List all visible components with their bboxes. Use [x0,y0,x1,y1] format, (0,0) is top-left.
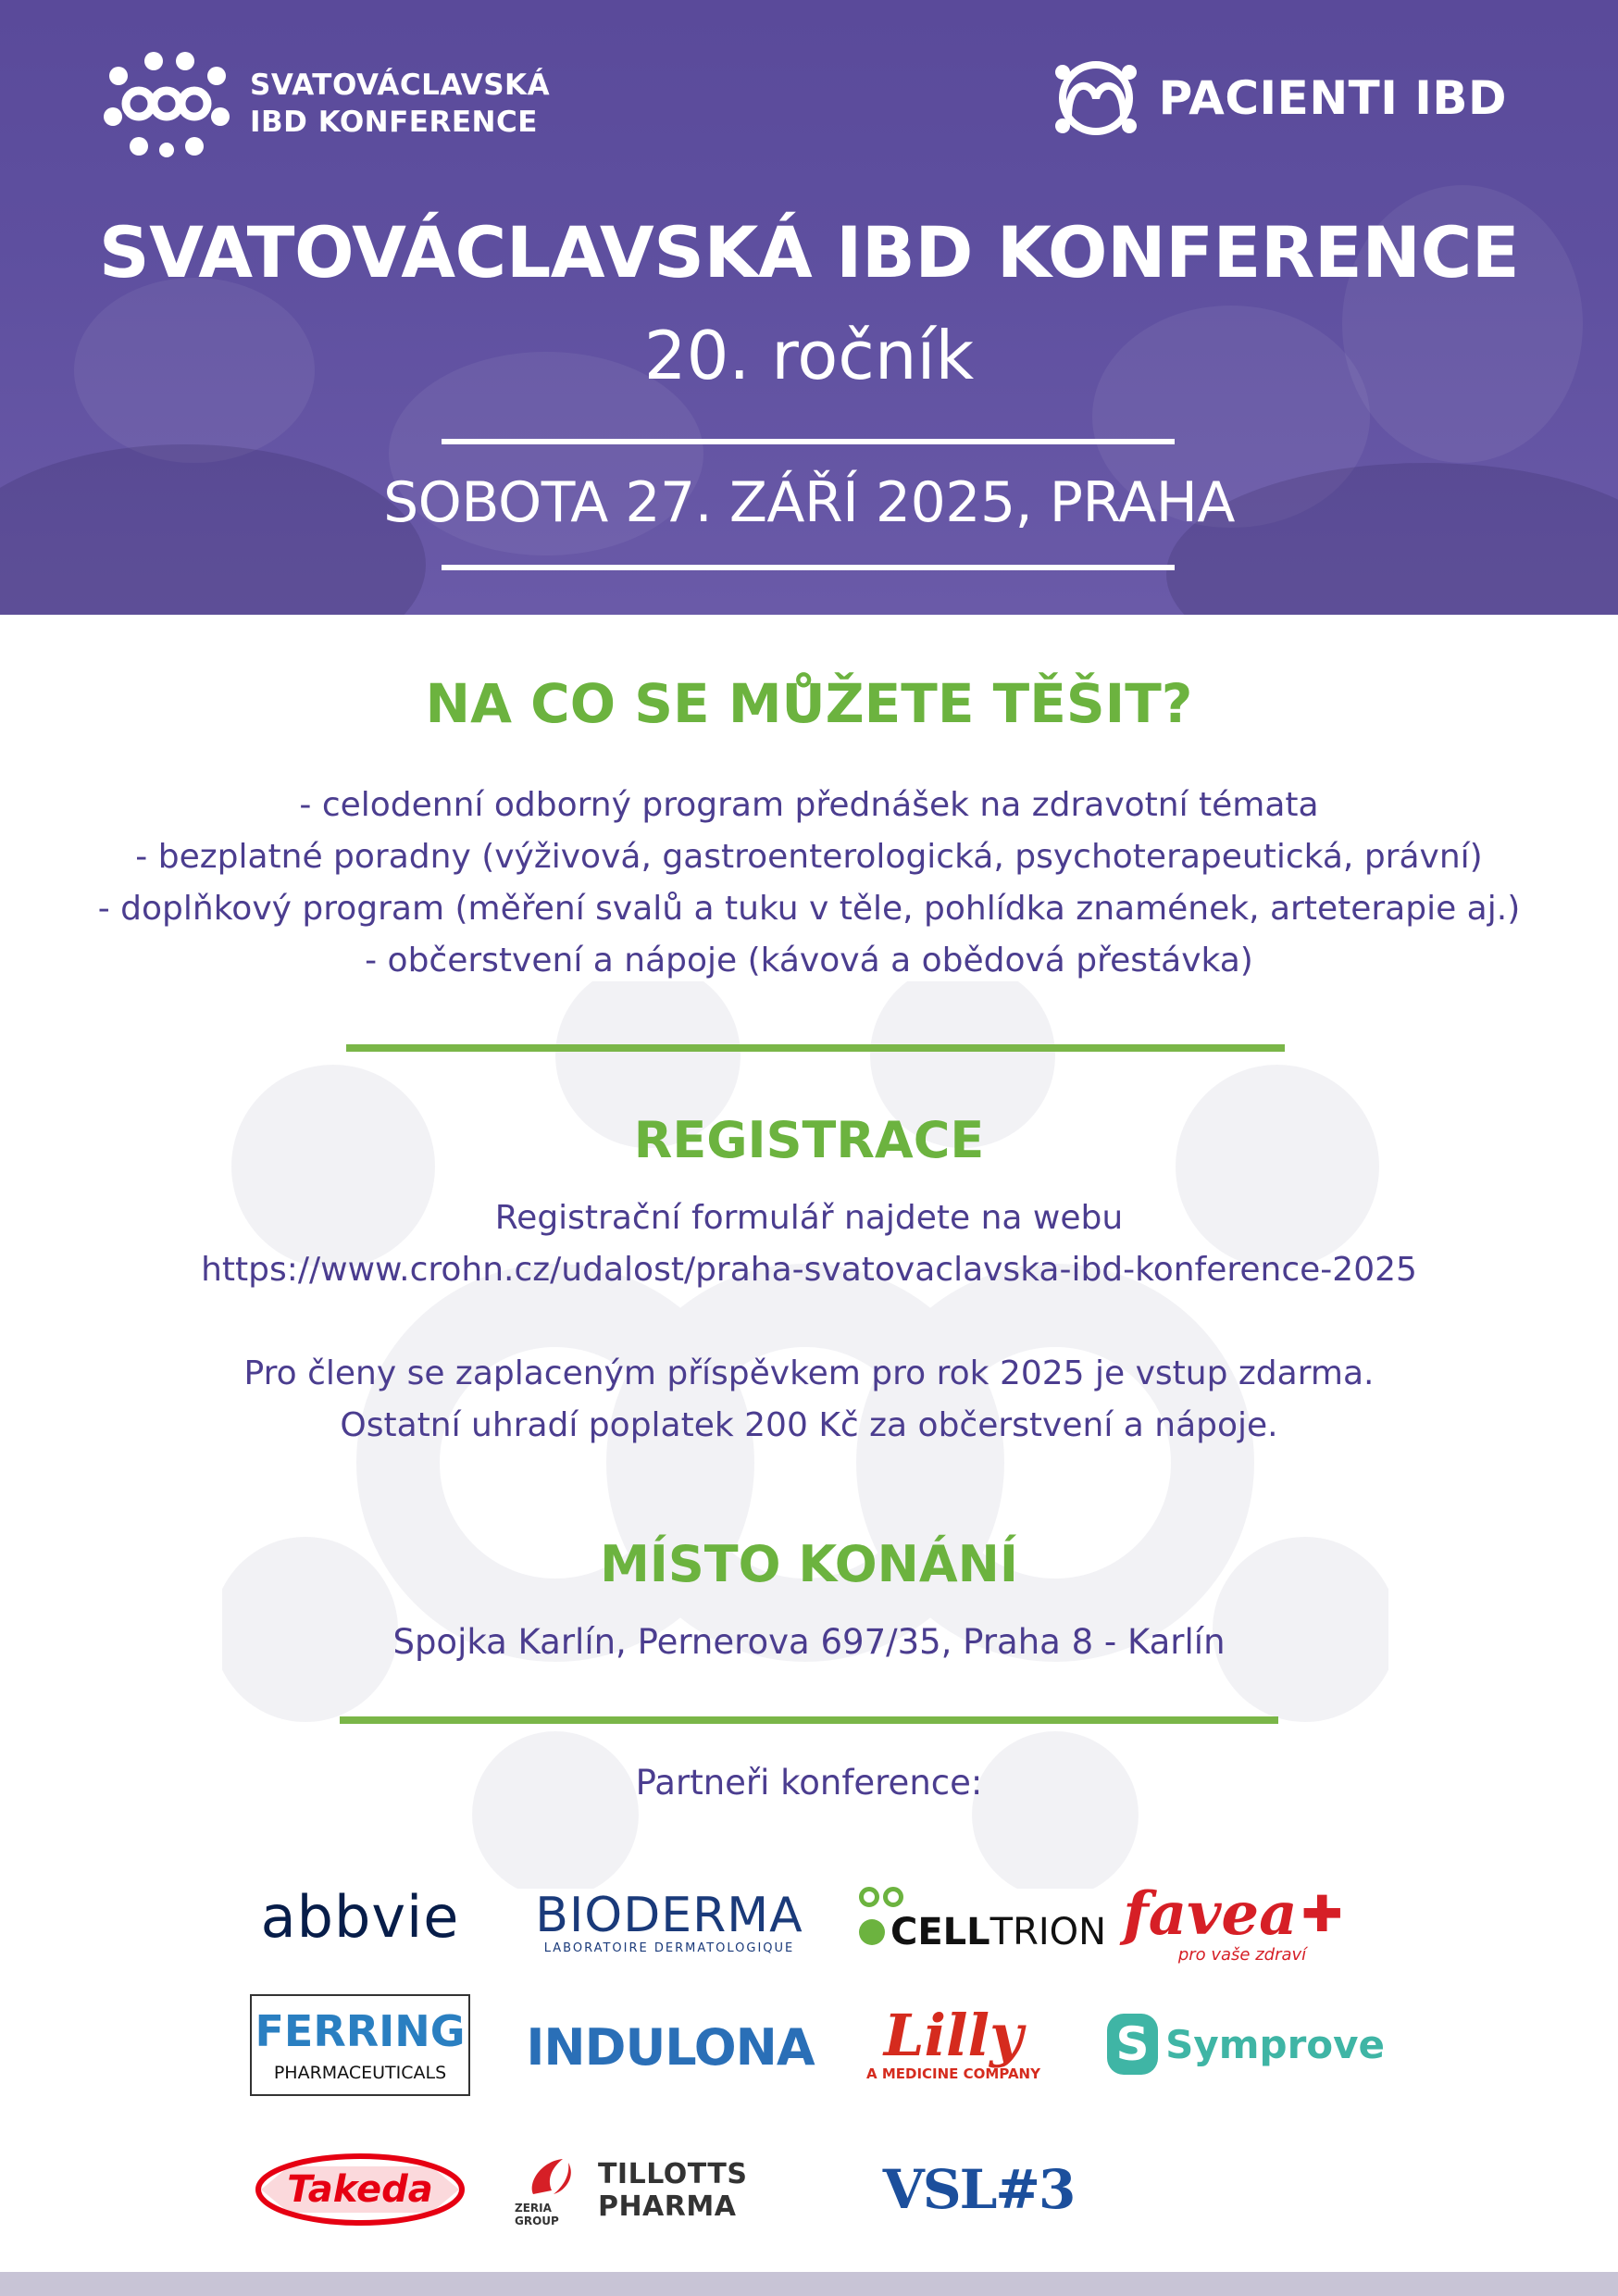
expect-item: - bezplatné poradny (výživová, gastroenterologická, psychoterapeutická, právní) [135,838,1483,876]
lilly-sub: A MEDICINE COMPANY [866,2065,1040,2082]
favea-cross-icon: ✚ [1301,1885,1343,1943]
hero-banner [0,0,1618,615]
ferring-text: FERRING [255,2006,466,2056]
bioderma-logo [526,1883,813,1961]
celltrion-text-b: TRION [989,1911,1107,1953]
vsl3-logo [882,2150,1075,2229]
ferring-sub: PHARMACEUTICALS [273,2063,447,2083]
favea-sub: pro vaše zdraví [1177,1944,1307,1965]
date-place: SOBOTA 27. ZÁŘÍ 2025, PRAHA [383,470,1235,535]
pacienti-ibd-logo [1050,52,1507,144]
expect-item: - občerstvení a nápoje (kávová a obědová přestávka) [365,942,1253,980]
celltrion-text-a: CELL [890,1911,990,1953]
bioderma-sub: LABORATOIRE DERMATOLOGIQUE [543,1940,795,1955]
abbvie-text: abbvie [260,1882,460,1951]
expect-item: - doplňkový program (měření svalů a tuku v těle, pohlídka znamének, arteterapie aj.) [97,890,1521,928]
divider [442,439,1175,444]
page-title: SVATOVÁCLAVSKÁ IBD KONFERENCE [98,211,1520,293]
molecule-logo-icon [102,48,231,159]
vsl3-text: VSL#3 [882,2158,1075,2221]
expect-item: - celodenní odborný program přednášek na zdravotní témata [299,786,1319,824]
logo-line-2: IBD KONFERENCE [250,106,538,139]
pacienti-logo-icon [1050,52,1142,144]
venue-title: MÍSTO KONÁNÍ [600,1535,1018,1593]
zeria-mark-icon [526,2153,578,2202]
favea-logo [1122,1878,1344,1970]
pacienti-logo-text: PACIENTI IBD [1158,71,1507,125]
bioderma-text: BIODERMA [535,1887,803,1943]
tillotts-text: TILLOTTS PHARMA [597,2158,748,2223]
logo-line-1: SVATOVÁCLAVSKÁ [250,69,551,102]
lilly-logo [861,1998,1046,2090]
registration-title: REGISTRACE [633,1111,985,1169]
indulona-logo [526,2015,815,2079]
takeda-text: Takeda [287,2168,433,2211]
favea-text: favea [1123,1878,1298,1949]
ferring-logo [250,1994,470,2096]
symprove-logo [1107,2007,1385,2081]
symprove-text: Symprove [1165,2021,1385,2067]
partners-label: Partneři konference: [635,1763,983,1803]
section-divider [340,1716,1278,1724]
registration-text: Registrační formulář najdete na webu [494,1199,1124,1237]
fee-text: Pro členy se zaplaceným příspěvkem pro rok 2025 je vstup zdarma. [243,1354,1375,1392]
conference-logo [102,48,550,159]
edition: 20. ročník [643,317,975,394]
tillotts-logo [515,2146,857,2235]
takeda-logo [252,2148,468,2231]
venue-address: Spojka Karlín, Pernerova 697/35, Praha 8 - Karlín [392,1622,1226,1662]
celltrion-dots-icon [859,1887,903,1907]
abbvie-logo [228,1879,492,1953]
zeria-text: ZERIA GROUP [515,2202,559,2227]
expect-title: NA CO SE MŮŽETE TĚŠIT? [425,672,1193,735]
registration-url-link[interactable]: https://www.crohn.cz/udalost/praha-svatovaclavska-ibd-konference-2025 [201,1251,1417,1289]
celltrion-dot-icon [859,1919,885,1945]
lilly-text: Lilly [883,2002,1024,2069]
symprove-s-icon: S [1107,2014,1158,2075]
celltrion-logo [853,1874,1107,1966]
fee-text: Ostatní uhradí poplatek 200 Kč za občerstvení a nápoje. [340,1406,1278,1444]
footer-bar [0,2272,1618,2296]
divider [442,565,1175,570]
indulona-text: INDULONA [526,2017,815,2077]
section-divider [346,1044,1285,1052]
